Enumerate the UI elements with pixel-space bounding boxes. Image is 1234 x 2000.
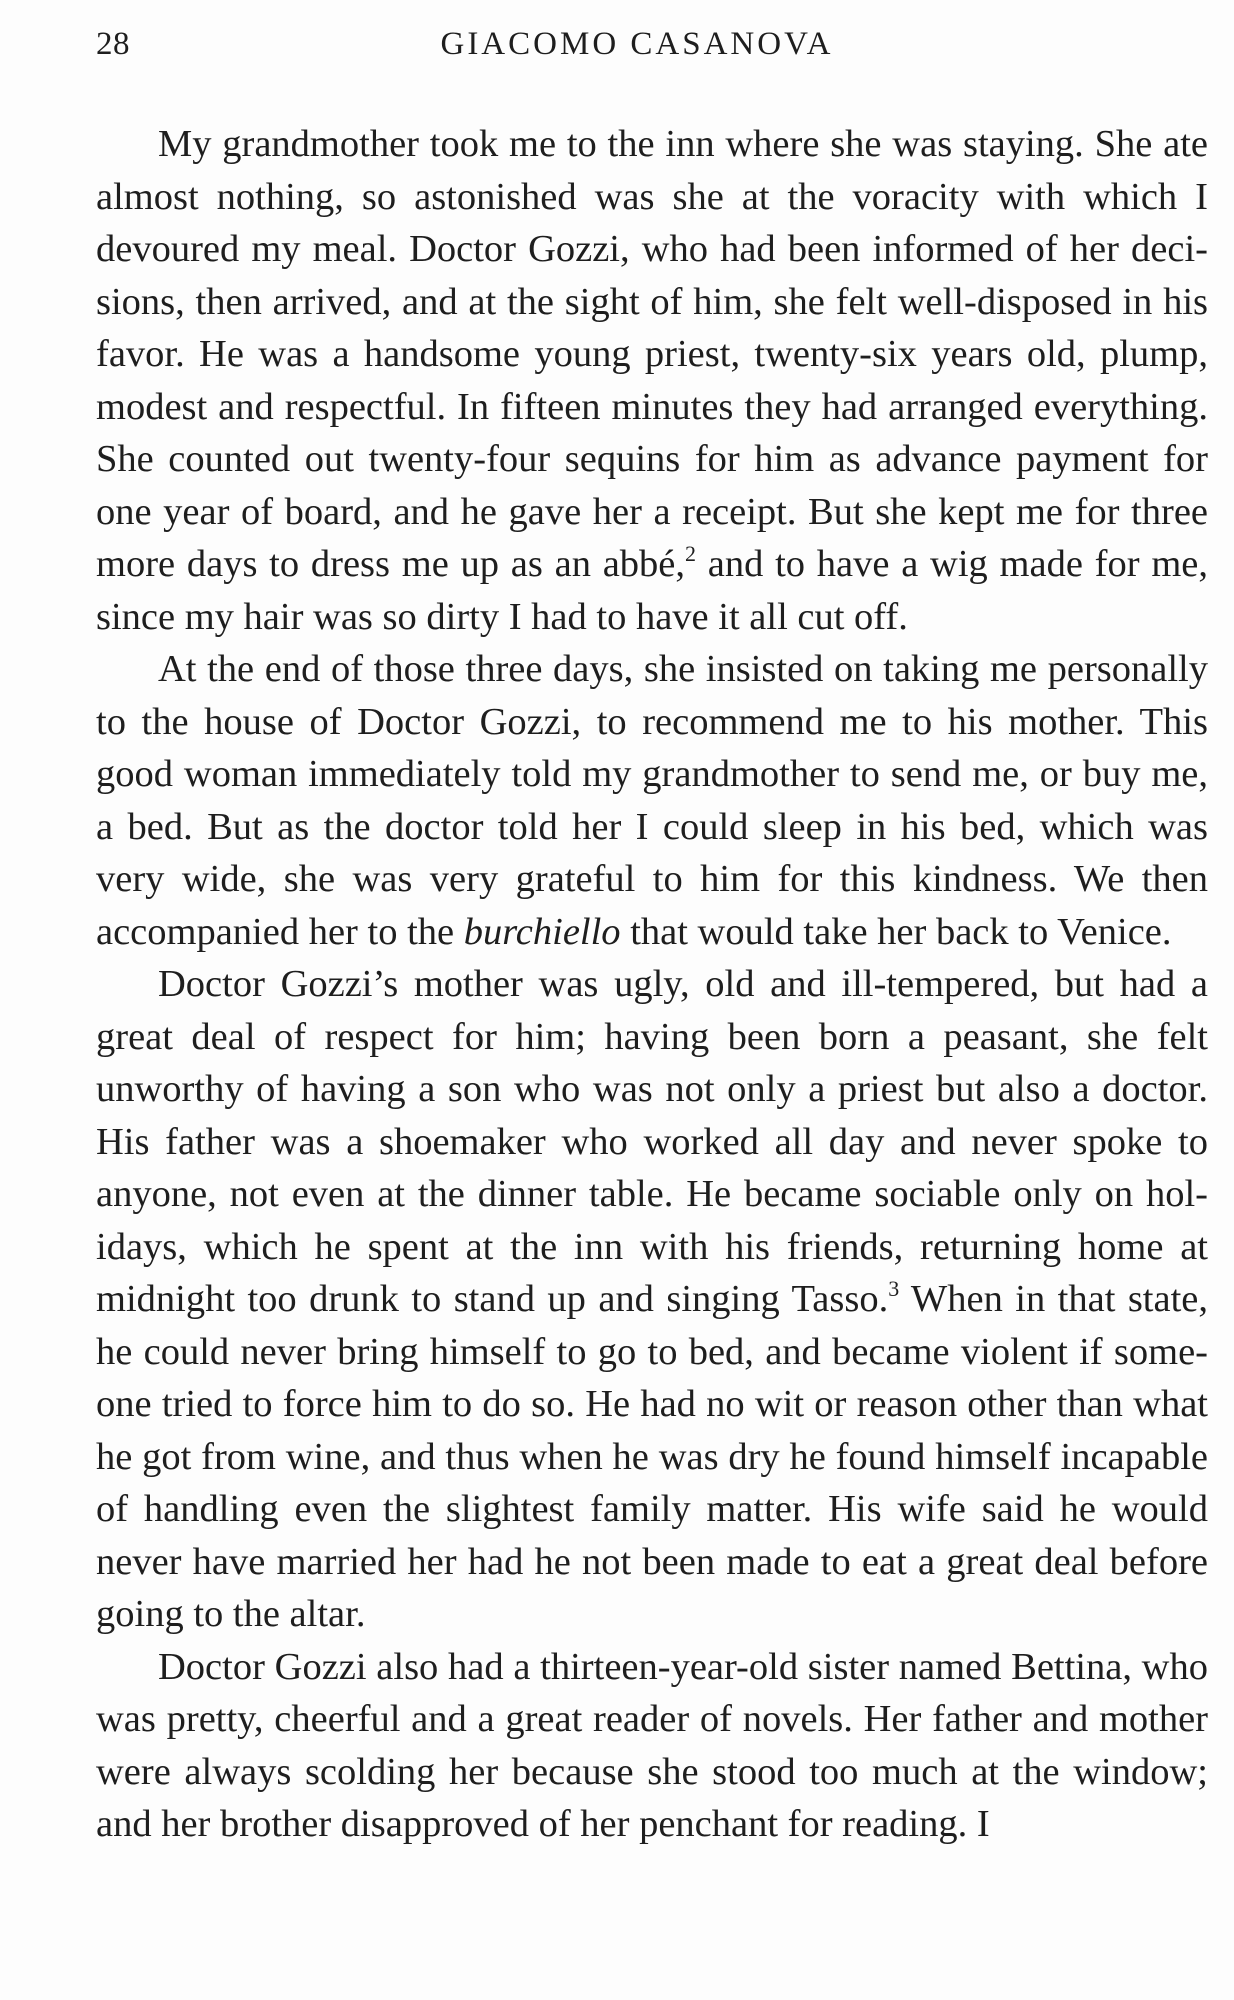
footnote-marker: 3 bbox=[888, 1276, 900, 1301]
text-run: My grandmother took me to the inn where she was staying. She ate almost nothing, so astonished was she at the voracity with which I devoured my meal. Doctor Gozzi, who had been informed of her decisions, then arrived, and at the sight of him, she felt well-disposed in his favor. He was a handsome young priest, twenty-six years old, plump, modest and respectful. In fifteen minutes they had arranged everything. She counted out twenty-four sequins for him as advance payment for one year of board, and he gave her a receipt. But she kept me for three more days to dress me up as an abbé, bbox=[96, 123, 1208, 585]
italic-term: burchiello bbox=[463, 910, 621, 953]
text-run: and to have a wig made for me, since my hair was so dirty I had to have it all cut off. bbox=[96, 543, 1208, 638]
page-number: 28 bbox=[96, 26, 130, 62]
paragraph bbox=[96, 958, 1208, 1641]
running-title: GIACOMO CASANOVA bbox=[440, 26, 834, 62]
paragraph bbox=[96, 118, 1208, 643]
paragraph bbox=[96, 643, 1208, 958]
running-head bbox=[96, 26, 1138, 76]
text-run: Doctor Gozzi’s mother was ugly, old and ill-tempered, but had a great deal of respect for him; having been born a peasant, she felt unworthy of having a son who was not only a priest but also a doctor. His father was a shoemaker who worked all day and never spoke to anyone, not even at the dinner table. He became sociable only on holidays, which he spent at the inn with his friends, returning home at midnight too drunk to stand up and singing Tasso. bbox=[96, 963, 1208, 1320]
text-run: When in that state, he could never bring himself to go to bed, and became violent if someone tried to force him to do so. He had no wit or reason other than what he got from wine, and thus when he was dry he found himself incapable of handling even the slightest family matter. His wife said he would never have married her had he not been made to eat a great deal before going to the altar. bbox=[96, 1278, 1208, 1635]
text-run: At the end of those three days, she insisted on taking me personally to the house of Doctor Gozzi, to recommend me to his mother. This good woman immediately told my grandmother to send me, or buy me, a bed. But as the doctor told her I could sleep in his bed, which was very wide, she was very grateful to him for this kindness. We then accompanied her to the bbox=[96, 648, 1208, 953]
body-text bbox=[96, 118, 1208, 1851]
paragraph bbox=[96, 1641, 1208, 1851]
text-run: that would take her back to Venice. bbox=[620, 910, 1172, 953]
text-run: Doctor Gozzi also had a thirteen-year-old sister named Bettina, who was pretty, cheerful and a great reader of novels. Her father and mother were always scolding her because she stood too much at the window; and her brother disapproved of her penchant for reading. I bbox=[96, 1645, 1208, 1845]
footnote-marker: 2 bbox=[685, 541, 696, 566]
